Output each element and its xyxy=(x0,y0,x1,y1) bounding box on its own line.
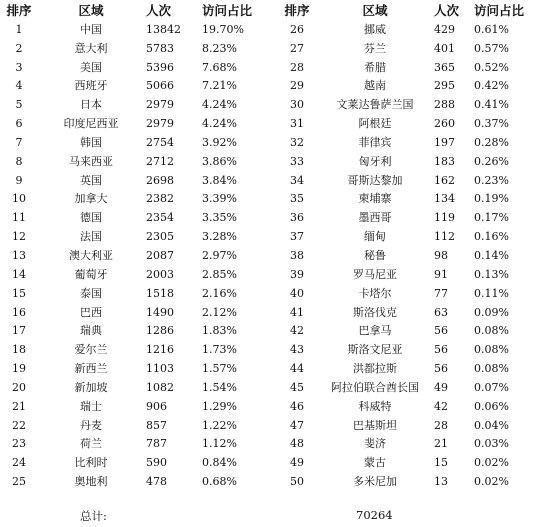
cell-visits: 98 xyxy=(434,248,448,262)
cell-visits: 288 xyxy=(434,98,455,112)
cell-share: 0.52% xyxy=(474,60,509,74)
cell-region: 泰国 xyxy=(80,286,102,300)
cell-share: 0.23% xyxy=(474,173,509,187)
table-row xyxy=(2,96,548,115)
table-row xyxy=(2,266,548,285)
cell-visits: 56 xyxy=(434,324,448,338)
cell-region: 日本 xyxy=(80,98,102,112)
cell-region: 罗马尼亚 xyxy=(353,267,397,281)
cell-visits: 2354 xyxy=(146,211,174,225)
cell-rank: 12 xyxy=(12,230,26,244)
table-row xyxy=(2,379,548,398)
cell-rank: 29 xyxy=(290,79,304,93)
cell-visits: 1490 xyxy=(146,305,174,319)
cell-region: 韩国 xyxy=(80,135,102,149)
table-row xyxy=(2,247,548,266)
table-row xyxy=(2,341,548,360)
cell-region: 爱尔兰 xyxy=(74,343,108,357)
cell-rank: 6 xyxy=(15,117,23,131)
cell-share: 0.14% xyxy=(474,248,509,262)
cell-region: 阿根廷 xyxy=(358,117,392,131)
cell-rank: 17 xyxy=(12,324,26,338)
cell-share: 3.86% xyxy=(202,154,237,168)
table-row xyxy=(2,115,548,134)
cell-visits: 183 xyxy=(434,154,455,168)
cell-rank: 19 xyxy=(12,362,26,376)
cell-region: 多米尼加 xyxy=(353,475,397,489)
table-row xyxy=(2,417,548,436)
cell-visits: 2698 xyxy=(146,173,174,187)
header-visits-left: 人次 xyxy=(146,3,172,18)
cell-visits: 401 xyxy=(434,41,455,55)
cell-region: 斯洛伐克 xyxy=(353,305,397,319)
table-row xyxy=(2,473,548,492)
cell-share: 3.92% xyxy=(202,135,237,149)
cell-visits: 260 xyxy=(434,117,455,131)
cell-visits: 1216 xyxy=(146,343,174,357)
cell-region: 匈牙利 xyxy=(358,154,392,168)
cell-region: 缅甸 xyxy=(364,230,386,244)
table-row xyxy=(2,40,548,59)
cell-share: 4.24% xyxy=(202,98,237,112)
cell-region: 新加坡 xyxy=(74,380,108,394)
cell-visits: 429 xyxy=(434,22,455,36)
cell-region: 奥地利 xyxy=(74,475,108,489)
cell-share: 1.29% xyxy=(202,399,237,413)
table-row xyxy=(2,398,548,417)
cell-share: 3.35% xyxy=(202,211,237,225)
cell-region: 卡塔尔 xyxy=(358,286,392,300)
total-label: 总计: xyxy=(80,509,107,523)
cell-region: 新西兰 xyxy=(74,362,108,376)
cell-rank: 13 xyxy=(12,248,26,262)
table-row xyxy=(2,190,548,209)
cell-share: 3.39% xyxy=(202,192,237,206)
cell-rank: 33 xyxy=(290,154,304,168)
cell-share: 19.70% xyxy=(202,22,244,36)
cell-rank: 18 xyxy=(12,343,26,357)
cell-visits: 2979 xyxy=(146,117,174,131)
cell-share: 0.84% xyxy=(202,456,237,470)
cell-share: 0.37% xyxy=(474,117,509,131)
cell-region: 斯洛文尼亚 xyxy=(347,343,403,357)
cell-rank: 5 xyxy=(15,98,23,112)
table-row xyxy=(2,228,548,247)
cell-visits: 2979 xyxy=(146,98,174,112)
cell-region: 丹麦 xyxy=(80,418,102,432)
cell-rank: 37 xyxy=(290,230,304,244)
cell-region: 洪都拉斯 xyxy=(353,362,397,376)
cell-rank: 39 xyxy=(290,267,304,281)
cell-region: 英国 xyxy=(80,173,102,187)
cell-visits: 787 xyxy=(146,437,167,451)
cell-share: 0.04% xyxy=(474,418,509,432)
cell-rank: 49 xyxy=(290,456,304,470)
cell-share: 2.16% xyxy=(202,286,237,300)
cell-visits: 5396 xyxy=(146,60,174,74)
table-row xyxy=(2,134,548,153)
cell-visits: 119 xyxy=(434,211,455,225)
cell-visits: 91 xyxy=(434,267,448,281)
table-row xyxy=(2,322,548,341)
cell-share: 0.28% xyxy=(474,135,509,149)
header-rank-right: 排序 xyxy=(284,3,310,18)
cell-rank: 30 xyxy=(290,98,304,112)
cell-visits: 49 xyxy=(434,380,448,394)
cell-visits: 1518 xyxy=(146,286,174,300)
cell-visits: 2754 xyxy=(146,135,174,149)
cell-region: 菲律宾 xyxy=(358,135,392,149)
cell-visits: 5066 xyxy=(146,79,174,93)
cell-region: 澳大利亚 xyxy=(69,248,113,262)
table-row xyxy=(2,285,548,304)
cell-visits: 1103 xyxy=(146,362,174,376)
table-header xyxy=(2,2,548,21)
cell-share: 1.12% xyxy=(202,437,237,451)
cell-visits: 2087 xyxy=(146,248,174,262)
cell-share: 1.22% xyxy=(202,418,237,432)
cell-share: 7.68% xyxy=(202,60,237,74)
cell-region: 秘鲁 xyxy=(364,248,386,262)
cell-rank: 32 xyxy=(290,135,304,149)
cell-share: 0.09% xyxy=(474,305,509,319)
table-row xyxy=(2,304,548,323)
cell-share: 1.73% xyxy=(202,343,237,357)
cell-share: 0.57% xyxy=(474,41,509,55)
cell-rank: 21 xyxy=(12,399,26,413)
header-region-right: 区域 xyxy=(362,3,388,18)
cell-visits: 2305 xyxy=(146,230,174,244)
header-rank-left: 排序 xyxy=(6,3,32,18)
cell-share: 0.42% xyxy=(474,79,509,93)
cell-region: 德国 xyxy=(80,211,102,225)
cell-share: 2.97% xyxy=(202,248,237,262)
cell-share: 0.08% xyxy=(474,343,509,357)
cell-rank: 27 xyxy=(290,41,304,55)
cell-region: 瑞典 xyxy=(80,324,102,338)
cell-visits: 77 xyxy=(434,286,448,300)
cell-region: 墨西哥 xyxy=(358,211,392,225)
cell-share: 3.84% xyxy=(202,173,237,187)
cell-rank: 11 xyxy=(12,211,26,225)
cell-rank: 36 xyxy=(290,211,304,225)
cell-rank: 9 xyxy=(15,173,23,187)
cell-visits: 2382 xyxy=(146,192,174,206)
cell-region: 挪威 xyxy=(364,22,386,36)
header-row xyxy=(2,2,548,21)
cell-rank: 46 xyxy=(290,399,304,413)
cell-rank: 23 xyxy=(12,437,26,451)
cell-region: 阿拉伯联合酋长国 xyxy=(331,380,419,394)
cell-rank: 43 xyxy=(290,343,304,357)
cell-visits: 906 xyxy=(146,399,167,413)
cell-visits: 56 xyxy=(434,343,448,357)
cell-share: 0.06% xyxy=(474,399,509,413)
cell-rank: 15 xyxy=(12,286,26,300)
cell-rank: 35 xyxy=(290,192,304,206)
cell-share: 0.16% xyxy=(474,230,509,244)
cell-share: 7.21% xyxy=(202,79,237,93)
cell-visits: 295 xyxy=(434,79,455,93)
cell-share: 0.41% xyxy=(474,98,509,112)
cell-rank: 10 xyxy=(12,192,26,206)
cell-visits: 56 xyxy=(434,362,448,376)
cell-share: 0.08% xyxy=(474,362,509,376)
cell-region: 巴西 xyxy=(80,305,102,319)
cell-region: 中国 xyxy=(80,22,102,36)
cell-visits: 15 xyxy=(434,456,448,470)
table-row xyxy=(2,360,548,379)
cell-share: 0.61% xyxy=(474,22,509,36)
total-value: 70264 xyxy=(356,508,393,522)
cell-region: 荷兰 xyxy=(80,437,102,451)
cell-rank: 28 xyxy=(290,60,304,74)
cell-rank: 1 xyxy=(15,22,23,36)
cell-visits: 162 xyxy=(434,173,455,187)
cell-visits: 42 xyxy=(434,399,448,413)
cell-rank: 20 xyxy=(12,380,26,394)
cell-share: 0.11% xyxy=(474,286,509,300)
cell-region: 瑞士 xyxy=(80,399,102,413)
cell-rank: 24 xyxy=(12,456,26,470)
table-row xyxy=(2,77,548,96)
table-row xyxy=(2,435,548,454)
cell-share: 4.24% xyxy=(202,117,237,131)
cell-rank: 8 xyxy=(15,154,23,168)
cell-share: 2.12% xyxy=(202,305,237,319)
cell-region: 希腊 xyxy=(364,60,386,74)
cell-rank: 34 xyxy=(290,173,304,187)
cell-visits: 134 xyxy=(434,192,455,206)
cell-share: 3.28% xyxy=(202,230,237,244)
cell-region: 印度尼西亚 xyxy=(63,117,119,131)
cell-share: 0.68% xyxy=(202,475,237,489)
cell-rank: 25 xyxy=(12,475,26,489)
cell-visits: 112 xyxy=(434,230,455,244)
cell-share: 0.02% xyxy=(474,456,509,470)
cell-rank: 40 xyxy=(290,286,304,300)
cell-rank: 4 xyxy=(15,79,23,93)
cell-region: 巴基斯坦 xyxy=(353,418,397,432)
cell-rank: 44 xyxy=(290,362,304,376)
cell-region: 意大利 xyxy=(74,41,108,55)
table-row xyxy=(2,59,548,78)
cell-visits: 5783 xyxy=(146,41,174,55)
cell-share: 0.08% xyxy=(474,324,509,338)
cell-share: 0.26% xyxy=(474,154,509,168)
table-body xyxy=(2,21,548,492)
cell-rank: 7 xyxy=(15,135,23,149)
cell-share: 1.83% xyxy=(202,324,237,338)
cell-visits: 197 xyxy=(434,135,455,149)
cell-region: 哥斯达黎加 xyxy=(347,173,403,187)
cell-share: 0.13% xyxy=(474,267,509,281)
cell-region: 比利时 xyxy=(74,456,108,470)
cell-rank: 47 xyxy=(290,418,304,432)
cell-visits: 2712 xyxy=(146,154,174,168)
cell-region: 斐济 xyxy=(364,437,386,451)
cell-visits: 13842 xyxy=(146,22,181,36)
cell-region: 马来西亚 xyxy=(69,154,113,168)
cell-region: 西班牙 xyxy=(74,79,108,93)
header-region-left: 区域 xyxy=(78,3,104,18)
cell-visits: 478 xyxy=(146,475,167,489)
cell-region: 加拿大 xyxy=(74,192,108,206)
cell-visits: 13 xyxy=(434,475,448,489)
cell-rank: 16 xyxy=(12,305,26,319)
cell-share: 0.17% xyxy=(474,211,509,225)
cell-rank: 26 xyxy=(290,22,304,36)
cell-region: 芬兰 xyxy=(364,41,386,55)
cell-share: 0.19% xyxy=(474,192,509,206)
cell-region: 葡萄牙 xyxy=(74,267,108,281)
cell-rank: 45 xyxy=(290,380,304,394)
cell-visits: 590 xyxy=(146,456,167,470)
cell-rank: 50 xyxy=(290,475,304,489)
cell-rank: 14 xyxy=(12,267,26,281)
cell-share: 0.02% xyxy=(474,475,509,489)
header-visits-right: 人次 xyxy=(434,3,460,18)
cell-rank: 31 xyxy=(290,117,304,131)
cell-visits: 21 xyxy=(434,437,448,451)
cell-rank: 22 xyxy=(12,418,26,432)
cell-rank: 38 xyxy=(290,248,304,262)
cell-rank: 3 xyxy=(15,60,23,74)
cell-rank: 41 xyxy=(290,305,304,319)
cell-visits: 63 xyxy=(434,305,448,319)
table-row xyxy=(2,172,548,191)
cell-share: 1.57% xyxy=(202,362,237,376)
cell-region: 科威特 xyxy=(358,399,392,413)
cell-rank: 2 xyxy=(15,41,23,55)
cell-share: 8.23% xyxy=(202,41,237,55)
header-share-right: 访问占比 xyxy=(474,3,525,18)
cell-visits: 28 xyxy=(434,418,448,432)
cell-region: 蒙古 xyxy=(364,456,386,470)
cell-share: 2.85% xyxy=(202,267,237,281)
cell-region: 法国 xyxy=(80,230,102,244)
table-row xyxy=(2,153,548,172)
cell-region: 巴拿马 xyxy=(358,324,392,338)
cell-region: 越南 xyxy=(364,79,386,93)
header-share-left: 访问占比 xyxy=(202,3,253,18)
region-visit-table xyxy=(2,2,548,492)
cell-rank: 48 xyxy=(290,437,304,451)
table-row xyxy=(2,21,548,40)
cell-region: 美国 xyxy=(80,60,102,74)
cell-share: 0.03% xyxy=(474,437,509,451)
cell-visits: 2003 xyxy=(146,267,174,281)
cell-visits: 1286 xyxy=(146,324,174,338)
cell-region: 柬埔寨 xyxy=(358,192,392,206)
cell-visits: 1082 xyxy=(146,380,174,394)
table-row xyxy=(2,209,548,228)
cell-share: 0.07% xyxy=(474,380,509,394)
cell-rank: 42 xyxy=(290,324,304,338)
cell-visits: 365 xyxy=(434,60,455,74)
cell-visits: 857 xyxy=(146,418,167,432)
cell-region: 文莱达鲁萨兰国 xyxy=(336,98,414,112)
table-row xyxy=(2,454,548,473)
cell-share: 1.54% xyxy=(202,380,237,394)
